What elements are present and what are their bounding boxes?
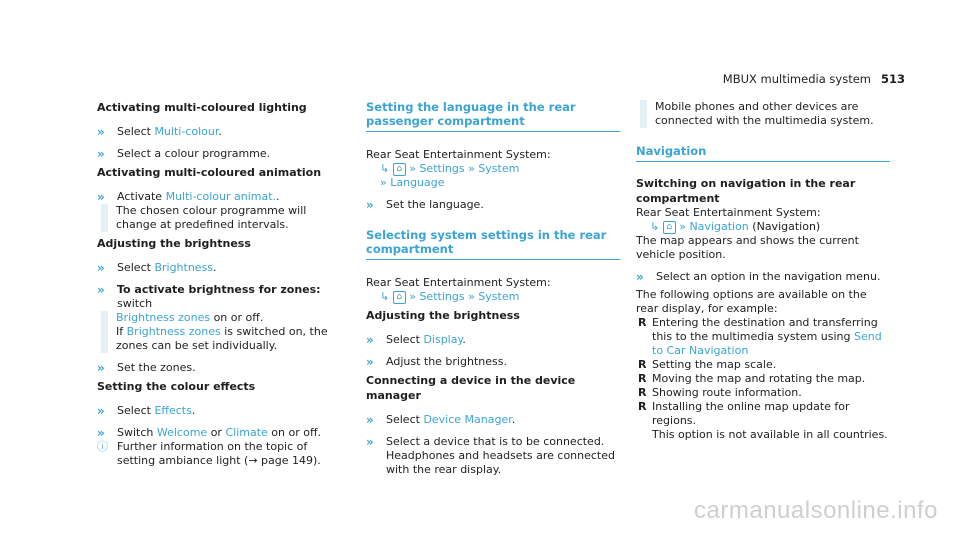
list-item-note: This option is not available in all countries. xyxy=(652,428,888,441)
rse-label: Rear Seat Entertainment System: xyxy=(636,206,821,219)
list-item: R Moving the map and rotating the map. xyxy=(638,372,866,385)
header-title: MBUX multimedia system xyxy=(722,72,871,86)
list-item: R Installing the online map update for regions. xyxy=(638,400,850,427)
link-brightness[interactable]: Brightness xyxy=(154,261,214,274)
heading-colour-effects: Setting the colour effects xyxy=(97,380,256,393)
link-multi-colour[interactable]: Multi-colour xyxy=(154,125,219,138)
heading-multicolour-animation: Activating multi-coloured animation xyxy=(97,166,322,179)
section-system-settings: Selecting system settings in the rear compartment xyxy=(366,228,620,260)
rse-label: Rear Seat Entertainment System: xyxy=(366,276,551,289)
step-detail: The chosen colour programme will change at predefined intervals. xyxy=(101,204,347,232)
step-arrow-icon: » xyxy=(366,355,374,369)
step-select-display: » Select Display. xyxy=(366,333,466,347)
path-arrow-icon: ↳ xyxy=(380,162,390,175)
section-navigation: Navigation xyxy=(636,144,890,162)
list-item: R Showing route information. xyxy=(638,386,802,399)
heading-device-manager: Connecting a device in the device manager xyxy=(366,374,576,402)
step-arrow-icon: » xyxy=(97,404,105,418)
page-number: 513 xyxy=(880,72,905,86)
menu-path-system: ↳ ⌂ » Settings » System xyxy=(380,290,520,303)
step-arrow-icon: » xyxy=(636,270,644,284)
rse-label: Rear Seat Entertainment System: xyxy=(366,148,551,161)
link-climate[interactable]: Climate xyxy=(225,426,268,439)
link-display[interactable]: Display xyxy=(423,333,463,346)
step-select-brightness: » Select Brightness. xyxy=(97,261,217,275)
heading-switch-on-navigation: Switching on navigation in the rear compartment xyxy=(636,177,856,205)
step-arrow-icon: » xyxy=(97,190,105,204)
step-activate-animation: » Activate Multi-colour animat.. xyxy=(97,190,280,204)
step-select-device: » Select a device that is to be connected. Headphones and headsets are connected with the rear display. xyxy=(366,435,615,476)
path-arrow-icon: ↳ xyxy=(380,290,390,303)
step-select-multicolour: » Select Multi-colour. xyxy=(97,125,222,139)
menu-path-language: ↳ ⌂ » Settings » System xyxy=(380,162,520,175)
list-item: R Setting the map scale. xyxy=(638,358,777,371)
heading-adjust-brightness-2: Adjusting the brightness xyxy=(366,309,520,322)
path-arrow-icon: ↳ xyxy=(650,220,660,233)
path-settings[interactable]: Settings xyxy=(419,290,465,303)
step-select-effects: » Select Effects. xyxy=(97,404,196,418)
paragraph-options: The following options are available on the rear display, for example: xyxy=(636,288,867,315)
list-item: R Entering the destination and transferring this to the multimedia system using Send to Car Navigation xyxy=(638,316,882,357)
step-arrow-icon: » xyxy=(366,413,374,427)
step-brightness-zones: » To activate brightness for zones: switch xyxy=(97,283,321,310)
paragraph-map-appears: The map appears and shows the current vehicle position. xyxy=(636,234,859,261)
step-adjust-brightness: » Adjust the brightness. xyxy=(366,355,507,369)
path-language[interactable]: Language xyxy=(390,176,445,189)
step-arrow-icon: » xyxy=(97,426,105,440)
path-settings[interactable]: Settings xyxy=(419,162,465,175)
step-detail: Brightness zones on or off. If Brightness zones is switched on, the zones can be set individually. xyxy=(101,311,347,353)
step-arrow-icon: » xyxy=(366,435,374,449)
step-set-zones: » Set the zones. xyxy=(97,361,196,375)
path-system[interactable]: System xyxy=(478,290,520,303)
section-language: Setting the language in the rear passenger compartment xyxy=(366,100,620,132)
step-arrow-icon: » xyxy=(97,283,105,297)
home-icon: ⌂ xyxy=(393,163,406,176)
link-brightness-zones-2[interactable]: Brightness zones xyxy=(126,325,221,338)
step-arrow-icon: » xyxy=(97,125,105,139)
column-1 xyxy=(97,100,347,468)
menu-path-navigation: ↳ ⌂ » Navigation (Navigation) xyxy=(650,220,821,233)
path-navigation[interactable]: Navigation xyxy=(689,220,749,233)
step-arrow-icon: » xyxy=(366,333,374,347)
page-header xyxy=(723,72,905,86)
link-multi-colour-animat[interactable]: Multi-colour animat. xyxy=(165,190,277,203)
watermark: carmanualsonline.info xyxy=(694,497,938,524)
step-set-language: » Set the language. xyxy=(366,198,484,212)
info-icon: ⓘ xyxy=(97,440,108,453)
step-arrow-icon: » xyxy=(97,261,105,275)
link-brightness-zones[interactable]: Brightness zones xyxy=(116,311,211,324)
column-2: Setting the language in the rear passenger compartment Rear Seat Entertainment System: ↳ ⌂ » Settings » System » Language » Set the language. Selecting system settings in the rear compartment Rear Seat Entertainment System: ↳ ⌂ » Settings » System Adjusting the brightness » Select Display. » Adjust the brightness. Connecting a device in the device manager » Select Device Manager. » Select a device that is to be connected. Headphones and headsets are connected with the rear display. xyxy=(366,100,620,477)
path-system[interactable]: System xyxy=(478,162,520,175)
link-send-to-car[interactable]: Send to Car Navigation xyxy=(652,330,882,357)
step-arrow-icon: » xyxy=(97,361,105,375)
heading-multicolour-lighting: Activating multi-coloured lighting xyxy=(97,101,307,114)
link-effects[interactable]: Effects xyxy=(154,404,192,417)
home-icon: ⌂ xyxy=(663,221,676,234)
step-arrow-icon: » xyxy=(97,147,105,161)
link-device-manager[interactable]: Device Manager xyxy=(423,413,512,426)
step-select-option: » Select an option in the navigation menu. xyxy=(636,270,881,284)
step-arrow-icon: » xyxy=(366,198,374,212)
step-select-programme: » Select a colour programme. xyxy=(97,147,271,161)
column-3 xyxy=(636,100,890,442)
info-note: ⓘ Further information on the topic of setting ambiance light (→ page 149). xyxy=(97,440,321,467)
step-switch-welcome-climate: » Switch Welcome or Climate on or off. xyxy=(97,426,322,440)
link-welcome[interactable]: Welcome xyxy=(156,426,208,439)
home-icon: ⌂ xyxy=(393,291,406,304)
heading-adjust-brightness: Adjusting the brightness xyxy=(97,237,251,250)
step-detail: Mobile phones and other devices are connected with the multimedia system. xyxy=(640,100,890,128)
step-select-device-manager: » Select Device Manager. xyxy=(366,413,516,427)
